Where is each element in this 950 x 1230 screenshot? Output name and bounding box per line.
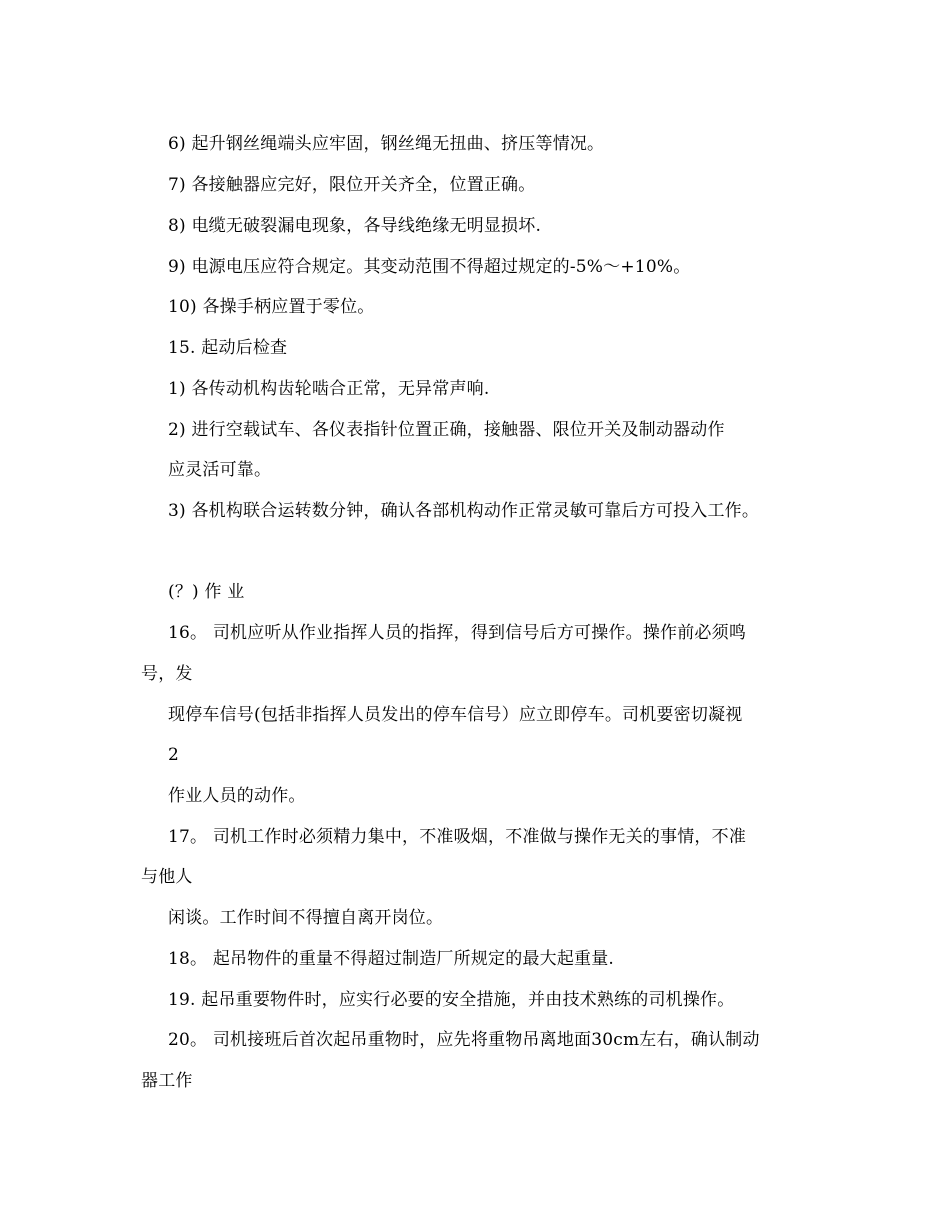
- item-6-text: 6) 起升钢丝绳端头应牢固，钢丝绳无扭曲、挤压等情况。: [168, 134, 605, 154]
- clause-16-wrap: 号，发: [141, 664, 193, 684]
- section-15-heading: 15. 起动后检查: [168, 338, 288, 358]
- clause-17-continued: 闲谈。工作时间不得擅自离开岗位。: [168, 908, 444, 928]
- clause-20-wrap: 器工作: [141, 1071, 193, 1091]
- item-9-text: 9) 电源电压应符合规定。其变动范围不得超过规定的-5%～+10%。: [168, 257, 691, 277]
- item-10-text: 10) 各操手柄应置于零位。: [168, 297, 375, 317]
- post-start-item-1: 1) 各传动机构齿轮啮合正常，无异常声响.: [168, 379, 490, 399]
- clause-20-text: 20。 司机接班后首次起吊重物时，应先将重物吊离地面30cm左右，确认制动: [168, 1030, 760, 1050]
- post-start-item-3: 3) 各机构联合运转数分钟，确认各部机构动作正常灵敏可靠后方可投入工作。: [168, 501, 760, 521]
- clause-17-text: 17。 司机工作时必须精力集中，不准吸烟，不准做与操作无关的事情，不准: [168, 827, 747, 847]
- page-number: 2: [168, 745, 180, 765]
- clause-16-text: 16。 司机应听从作业指挥人员的指挥，得到信号后方可操作。操作前必须鸣: [168, 623, 747, 643]
- clause-16-continued: 现停车信号(包括非指挥人员发出的停车信号）应立即停车。司机要密切凝视: [168, 705, 743, 725]
- operation-section-heading: (？) 作 业: [168, 582, 245, 602]
- post-start-item-2: 2) 进行空载试车、各仪表指针位置正确，接触器、限位开关及制动器动作: [168, 420, 725, 440]
- clause-19-text: 19. 起吊重要物件时，应实行必要的安全措施，并由技术熟练的司机操作。: [168, 990, 735, 1010]
- clause-18-text: 18。 起吊物件的重量不得超过制造厂所规定的最大起重量.: [168, 949, 615, 969]
- item-8-text: 8) 电缆无破裂漏电现象，各导线绝缘无明显损坏.: [168, 216, 542, 236]
- item-7-text: 7) 各接触器应完好，限位开关齐全，位置正确。: [168, 175, 536, 195]
- clause-16-end: 作业人员的动作。: [168, 786, 306, 806]
- post-start-item-2-continued: 应灵活可靠。: [168, 460, 272, 480]
- clause-17-wrap: 与他人: [141, 867, 193, 887]
